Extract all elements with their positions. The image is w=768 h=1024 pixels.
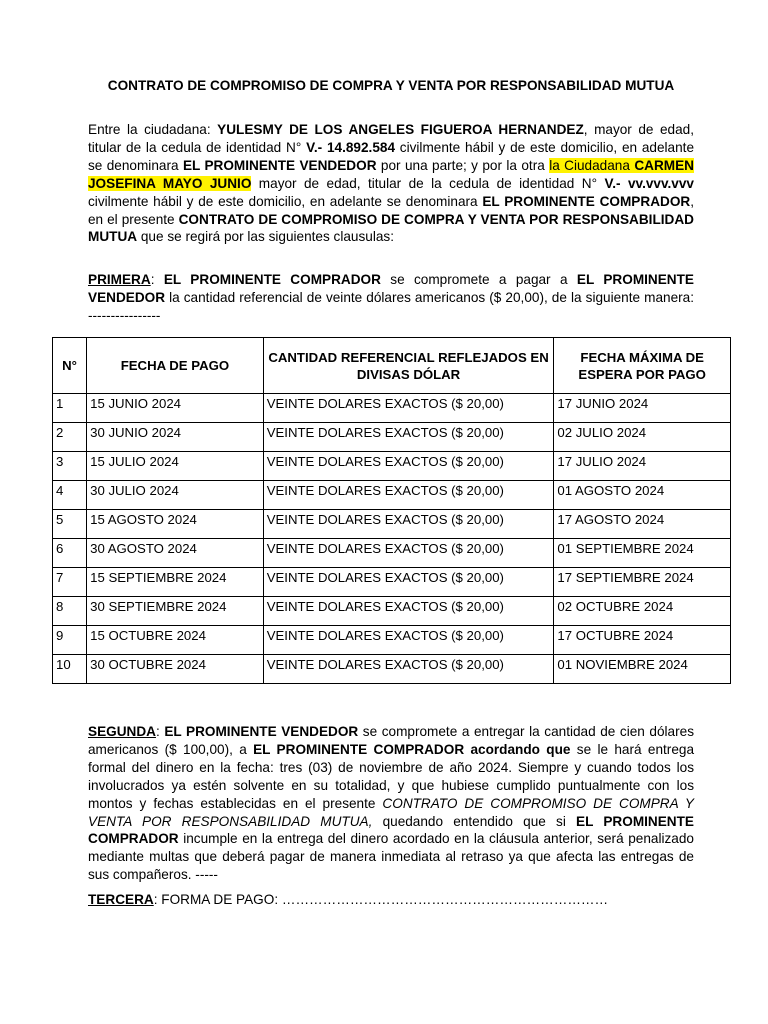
clause-label-tercera: TERCERA [88,892,154,907]
table-row: 5 15 AGOSTO 2024 VEINTE DOLARES EXACTOS ($ 20,00) 17 AGOSTO 2024 [53,510,731,539]
header-payment-date: FECHA DE PAGO [87,338,264,394]
table-row: 7 15 SEPTIEMBRE 2024 VEINTE DOLARES EXACTOS ($ 20,00) 17 SEPTIEMBRE 2024 [53,568,731,597]
clause-label-segunda: SEGUNDA [88,724,156,739]
table-row: 2 30 JUNIO 2024 VEINTE DOLARES EXACTOS ($ 20,00) 02 JULIO 2024 [53,423,731,452]
table-row: 8 30 SEPTIEMBRE 2024 VEINTE DOLARES EXACTOS ($ 20,00) 02 OCTUBRE 2024 [53,597,731,626]
seller-role: EL PROMINENTE VENDEDOR [182,157,377,173]
payment-schedule-table [52,337,731,684]
clause-tercera: TERCERA: FORMA DE PAGO: ……………………………………………………………… [88,892,609,907]
clause-label-primera: PRIMERA [88,272,151,287]
seller-id: V.- 14.892.584 [306,139,396,155]
contract-name: CONTRATO DE COMPROMISO DE COMPRA Y VENTA POR RESPONSABILIDAD MUTUA [88,211,694,245]
buyer-name: CARMEN JOSEFINA MAYO JUNIO [88,157,694,191]
table-row: 3 15 JULIO 2024 VEINTE DOLARES EXACTOS ($ 20,00) 17 JULIO 2024 [53,452,731,481]
highlighted-buyer: la Ciudadana CARMEN JOSEFINA MAYO JUNIO [88,157,694,191]
seller-name: YULESMY DE LOS ANGELES FIGUEROA HERNANDEZ [217,122,584,137]
buyer-id: V.- vv.vvv.vvv [604,175,694,191]
clause-primera: PRIMERA: EL PROMINENTE COMPRADOR se compromete a pagar a EL PROMINENTE VENDEDOR la cantidad referencial de veinte dólares americanos ($ 20,00), de la siguiente manera: ---------------- [88,272,694,323]
contract-title: CONTRATO DE COMPROMISO DE COMPRA Y VENTA POR RESPONSABILIDAD MUTUA [107,78,675,93]
buyer-role: EL PROMINENTE COMPRADOR [482,193,691,209]
table-row: 9 15 OCTUBRE 2024 VEINTE DOLARES EXACTOS ($ 20,00) 17 OCTUBRE 2024 [53,626,731,655]
table-row: 1 15 JUNIO 2024 VEINTE DOLARES EXACTOS ($ 20,00) 17 JUNIO 2024 [53,394,731,423]
table-header-row [53,338,731,394]
header-amount: CANTIDAD REFERENCIAL REFLEJADOS EN DIVISAS DÓLAR [263,338,554,394]
contract-name-italic: CONTRATO DE COMPROMISO DE COMPRA Y VENTA POR RESPONSABILIDAD MUTUA, [88,795,694,829]
table-row: 10 30 OCTUBRE 2024 VEINTE DOLARES EXACTOS ($ 20,00) 01 NOVIEMBRE 2024 [53,655,731,684]
table-row: 4 30 JULIO 2024 VEINTE DOLARES EXACTOS ($ 20,00) 01 AGOSTO 2024 [53,481,731,510]
header-max-date: FECHA MÁXIMA DE ESPERA POR PAGO [554,338,731,394]
intro-paragraph: Entre la ciudadana: YULESMY DE LOS ANGELES FIGUEROA HERNANDEZ, mayor de edad, titular de la cedula de identidad N° V.- 14.892.584 civilmente hábil y de este domicilio, en adelante se denominara EL PROMINENTE VENDEDOR por una parte; y por la otra la Ciudadana CARMEN JOSEFINA MAYO JUNIO mayor de edad, titular de la cedula de identidad N° V.- vv.vvv.vvv civilmente hábil y de este domicilio, en adelante se denominara EL PROMINENTE COMPRADOR, en el presente CONTRATO DE COMPROMISO DE COMPRA Y VENTA POR RESPONSABILIDAD MUTUA que se regirá por las siguientes clausulas: [88,122,695,245]
clause-segunda: SEGUNDA: EL PROMINENTE VENDEDOR se compromete a entregar la cantidad de cien dólares americanos ($ 100,00), a EL PROMINENTE COMPRADOR acordando que se le hará entrega formal del dinero en la fecha: tres (03) de noviembre de año 2024. Siempre y cuando todos los involucrados ya estén solvente en su totalidad, y que hubiese cumplido puntualmente con los montos y fechas establecidas en el presente CONTRATO DE COMPROMISO DE COMPRA Y VENTA POR RESPONSABILIDAD MUTUA, quedando entendido que si EL PROMINENTE COMPRADOR incumple en la entrega del dinero acordado en la cláusula anterior, será penalizado mediante multas que deberá pagar de manera inmediata al retraso ya que afecta las entregas de sus compañeros. ----- [88,724,695,883]
table-row: 6 30 AGOSTO 2024 VEINTE DOLARES EXACTOS ($ 20,00) 01 SEPTIEMBRE 2024 [53,539,731,568]
header-number: N° [53,338,87,394]
